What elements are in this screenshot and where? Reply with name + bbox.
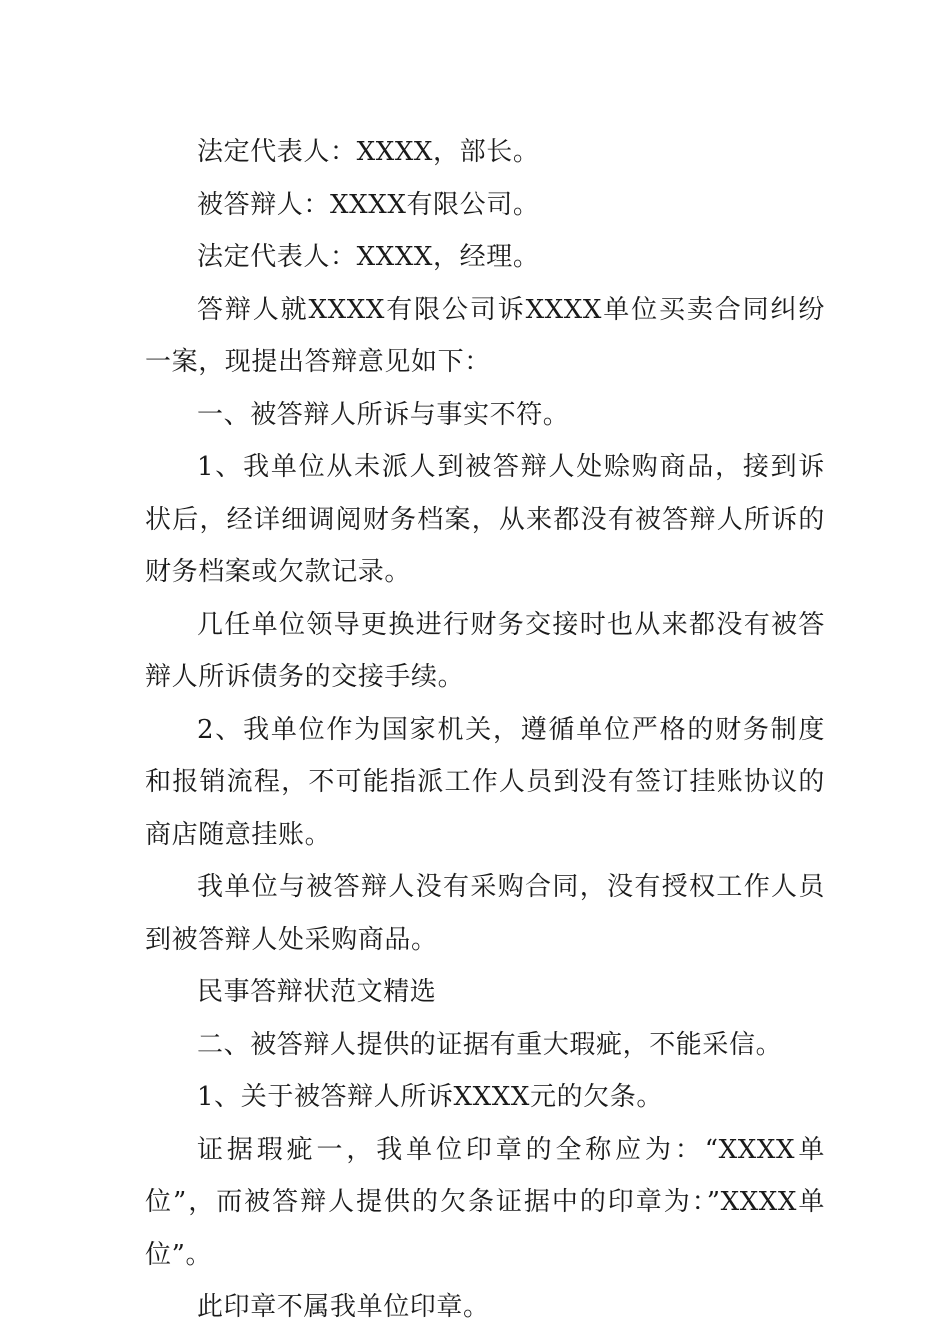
paragraph-seal-defect: 证据瑕疵一，我单位印章的全称应为：“XXXX单位”，而被答辩人提供的欠条证据中的印章为：”XXXX单位”。 xyxy=(145,1134,825,1270)
paragraph-legal-rep-respondent: 法定代表人：XXXX，部长。 xyxy=(197,137,540,167)
paragraph-seal-conclusion: 此印章不属我单位印章。 xyxy=(197,1292,490,1322)
paragraph-intro: 答辩人就XXXX有限公司诉XXXX单位买卖合同纠纷一案，现提出答辩意见如下： xyxy=(145,294,825,377)
section-heading-two: 二、被答辩人提供的证据有重大瑕疵，不能采信。 xyxy=(197,1029,783,1060)
paragraph-plaintiff: 被答辩人：XXXX有限公司。 xyxy=(197,189,540,220)
paragraph-subtitle: 民事答辩状范文精选 xyxy=(197,977,437,1007)
paragraph-no-contract: 我单位与被答辩人没有采购合同，没有授权工作人员到被答辩人处采购商品。 xyxy=(145,872,825,955)
section-heading-one: 一、被答辩人所诉与事实不符。 xyxy=(197,399,570,430)
paragraph-legal-rep-plaintiff: 法定代表人：XXXX，经理。 xyxy=(197,242,540,272)
document-body xyxy=(145,126,825,1334)
paragraph-point-2: 2、我单位作为国家机关，遵循单位严格的财务制度和报销流程，不可能指派工作人员到没有签订挂账协议的商店随意挂账。 xyxy=(145,714,825,850)
paragraph-point-1: 1、我单位从未派人到被答辩人处赊购商品，接到诉状后，经详细调阅财务档案，从来都没有被答辩人所诉的财务档案或欠款记录。 xyxy=(145,452,825,587)
paragraph-handover: 几任单位领导更换进行财务交接时也从来都没有被答辩人所诉债务的交接手续。 xyxy=(145,609,825,692)
paragraph-iou: 1、关于被答辩人所诉XXXX元的欠条。 xyxy=(197,1082,663,1112)
